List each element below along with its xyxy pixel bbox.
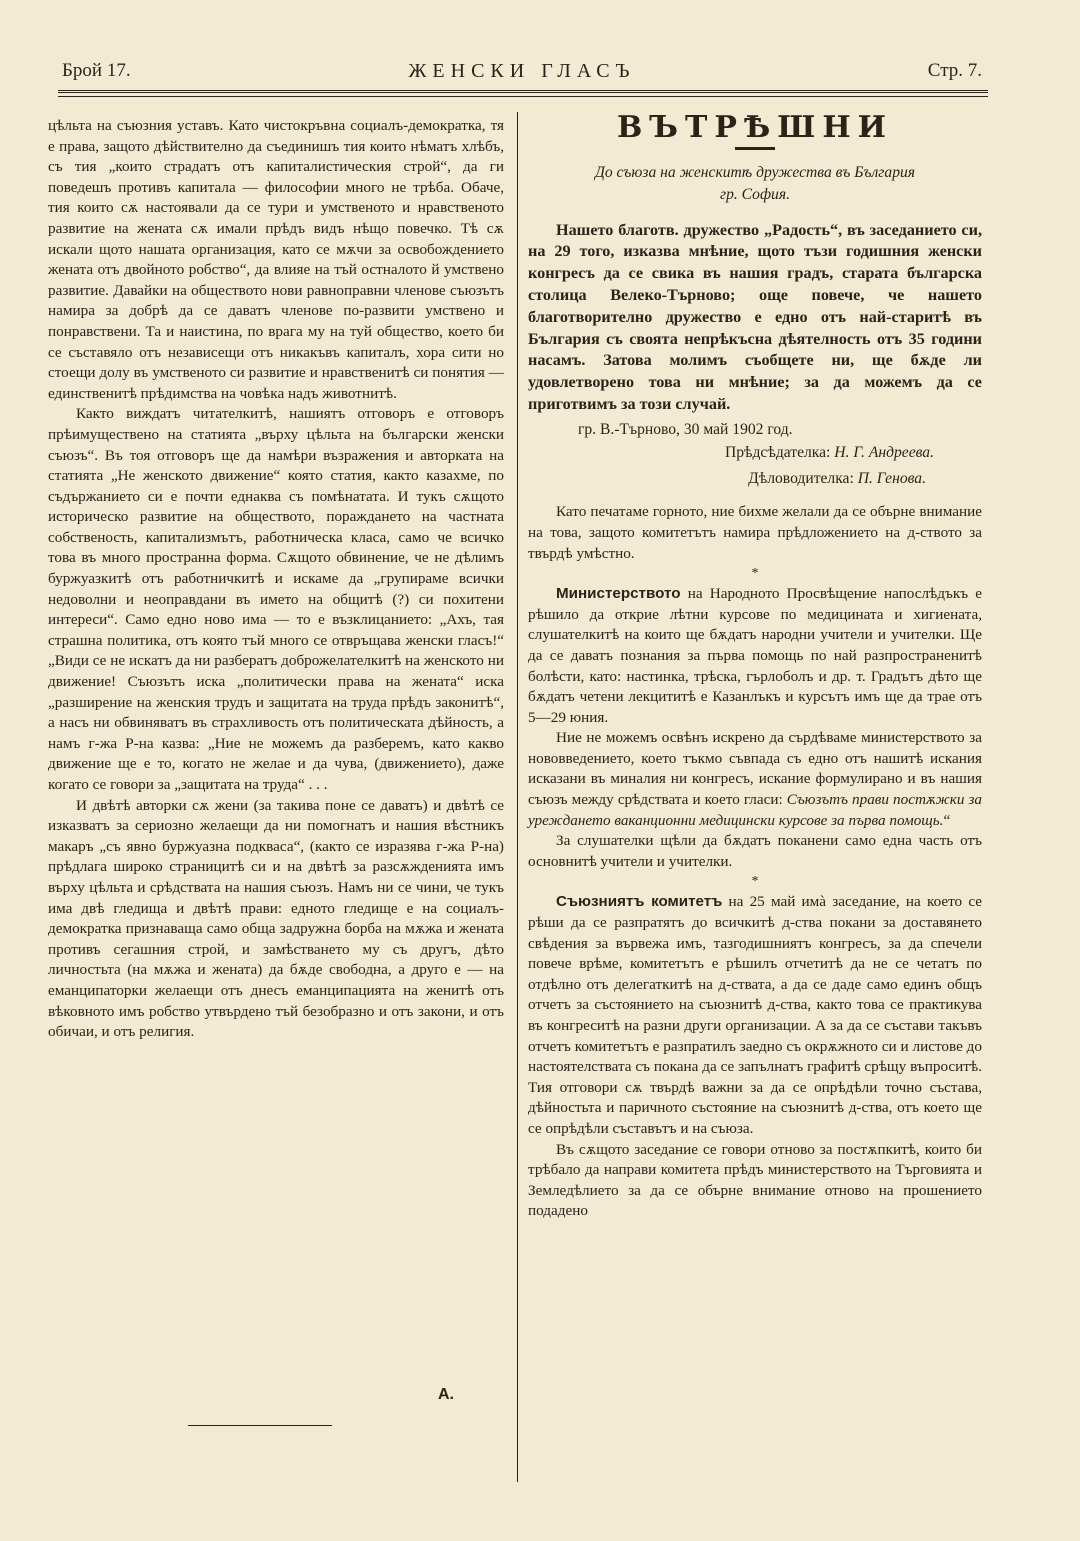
committee-lead: Съюзниятъ комитетъ — [556, 893, 723, 911]
newspaper-title: ЖЕНСКИ ГЛАСЪ — [408, 60, 636, 82]
letter-chair — [528, 440, 982, 466]
ministry-paragraph — [528, 584, 982, 728]
editor-note: Като печатаме горното, ние бихме желали да се обърне внимание на това, защото комитетътъ намира прѣдложението на д-ството за твърдѣ умѣстно. — [528, 503, 982, 562]
letter-secretary — [528, 466, 982, 492]
section-title: ВЪТРѢШНИ — [616, 110, 894, 145]
letter-body-lead: Нашето благотв. дружество „Радость“, — [556, 220, 843, 239]
letter-body — [528, 220, 982, 416]
ministry-p2-end: “ — [943, 811, 951, 829]
ministry-lead: Министерството — [556, 585, 681, 603]
issue-number: Брой 17. — [62, 60, 131, 81]
committee-paragraph-2: Въ сѫщото заседание се говори отново за постѫпкитѣ, които би трѣбало да направи комитета прѣдъ министерството на Търговията и Земледѣлието за да се обърне внимание отново на прошението подадено — [528, 1140, 982, 1220]
title-divider — [735, 147, 775, 150]
header-rule-thin — [58, 96, 988, 97]
ministry-paragraph-3: За слушателки щѣли да бѫдатъ поканени само една часть отъ основнитѣ учители и учителки. — [528, 832, 982, 870]
ministry-paragraph-2 — [528, 728, 982, 831]
letter-body-text: въ заседанието си, на 29 того, изказва мнѣние, щото тъзи годишния женски конгресъ да се свика въ нашия градъ, старата българска столица Велеко-Търново; още повече, че нашето благотворително дружество е едно отъ най-старитѣ въ България съ своята непрѣкъсна дѣятелность отъ 35 години насамъ. Затова молимъ съобщете ни, ще бѫде ли удовлетворено това ни мнѣние; за да можемъ да се приготвимъ за този случай. — [528, 220, 982, 413]
letter-recipient: До съюза на женскитѣ дружества въ България — [594, 163, 916, 181]
ministry-p2-quote: Съюзътъ прави постѫжки за уреждането ваканционни медицински курсове за първа помощь. — [528, 791, 983, 829]
letter-place-date: гр. В.-Търново, 30 май 1902 год. — [578, 420, 793, 438]
left-paragraph-3: И двѣтѣ авторки сѫ жени (за такива поне се даватъ) и двѣтѣ се изказватъ за сериозно желаещи да ни помогнатъ и нашия вѣстникъ макаръ „съ явно буржуазна подкваса“, (както се изразява г-жа Р-на) прѣдлага широко страницитѣ си и на двѣтѣ за разсѫжденията имъ върху цѣльта и срѣдствата на нашия съюзъ. Намъ ни се чини, че тукъ има двѣ гледища и двѣтѣ прави: едното гледище е на социалъ-демократка признаваща само обща задружна борба на мѫжа и жената противъ сегашния строй, и замѣстването му съ другъ, дѣто личностьта (на мѫжа и жената) да бѫде свободна, а друго е — на еманципаторки желаещи отъ днесъ еманципацията на женитѣ отъ вѣковното имъ робство утвърдено тъй безобразно и отъ закони, и отъ обичаи, и отъ религия. — [48, 796, 504, 1041]
chair-name: Н. Г. Андреева. — [834, 444, 934, 462]
committee-paragraph — [528, 892, 982, 1139]
left-column — [48, 116, 504, 1043]
right-column — [528, 110, 983, 1222]
article-signature: А. — [438, 1386, 454, 1403]
left-paragraph-1: цѣльта на съюзния уставъ. Като чистокръвна социалъ-демократка, тя е права, защото дѣйствително да съединишъ тия които нѣматъ хлѣбъ, съ тия „които страдатъ отъ капиталистическия строй“, да ги поведешъ противъ капитала — философии много не трѣба. Обаче, тия които сѫ настоявали да се тури и умственото и нравственото развитие на жената сѫ имали прѣдъ видъ нѣщо повечко. Тѣ сѫ искали щото нашата организация, като се мѫчи за освобождението жената отъ двойното робство“, да влияе на тъй остналото й умствено развитие. Давайки на обществото нови равноправни членове съюзътъ намира за добрѣ да се даватъ членове по-развити умствено и понравствени. Та и наистина, по врага му на туй общество, което би се съставяло отъ независещи отъ никакъвъ капиталъ, хора сити но стоещи долу въ умственото си развитие и нравственитѣ си понятия — единственитѣ прѣдимства на човѣка надъ животнитѣ. — [48, 117, 504, 402]
left-paragraph-2: Както виждатъ читателкитѣ, нашиятъ отговоръ е отговоръ прѣимуществено на статията „върху цѣльта на български женски съюзъ“. Въ тоя отговоръ ще да намѣри възражения и авторката на статията „Не женското движение“ която статия, както казахме, по съдържанието си е почти еднаква съ помѣнатата. И тукъ сѫщото историческо развитие на обществото, пораждането на частната собственость, капитализмътъ, работническа класа, само че всичко това въ много пространна форма. Сѫщото обвинение, че не дѣлимъ буржуазкитѣ отъ работничкитѣ и искаме да „групираме всички недоволни и неоправдани въ името на общитѣ (?) си похитени интереси“. Само едно ново има — то е възклицанието: „Ахъ, тая страшна политика, отъ която тъй много се отвръщава женски гласъ!“ „Види се не искатъ да ни разбератъ доброжелателкитѣ на женското ни движение! Съюзътъ иска „политически права на жената“ иска „разширение на женския трудъ и защитата на труда прѣдъ законитѣ“, а насъ ни обвиняватъ въ страхливость отъ политическата дѣйность, а намъ г-жа Р-на казва: „Ние не можемъ да разберемъ, като какво движение ще е то, когато не желае и да чува, (движението), даже когато се говори за „защитата на труда“ . . . — [48, 405, 504, 793]
page-header — [62, 60, 982, 86]
article-end-rule — [188, 1425, 332, 1426]
separator-star-1: * — [751, 566, 759, 582]
secretary-label: Дѣловодителка: — [748, 470, 854, 488]
ministry-text: на Народното Просвѣщение напослѣдъкъ е рѣшило да открие лѣтни курсове по медицината и хигиената, слушателкитѣ на които ще бѫдатъ народни учители и учителки. Ще да се даватъ познания за първа помощь по най разпространенитѣ болѣсти, като: настинка, трѣска, гърлоболъ и др. т. Градътъ дѣто ще бѫдатъ четени лекцититѣ е Казанлъкъ и курсътъ имъ ще да трае отъ 5—29 юния. — [528, 585, 982, 726]
column-divider — [517, 112, 518, 1482]
separator-star-2: * — [751, 874, 759, 890]
chair-label: Прѣдсѣдателка: — [724, 444, 831, 462]
committee-text: на 25 май имà заседание, на което се рѣши да се разпратятъ до всичкитѣ д-ства покани за доставянето свѣдения за вървежа имъ, тазгодишниятъ конгресъ, за да спечели повече врѣме, комитетътъ е рѣшилъ отчетитѣ да не се четатъ по отдѣлно отъ делегаткитѣ на д-ствата, а да се даде само единъ общъ отчетъ за състоянието на съюзнитѣ д-ства, както това се практикува въ конгреситѣ на разни други организации. А за да се състави такъвъ отчетъ комитетътъ е разпратилъ заедно съ окрѫжното си и листове до настоятелствата съ покана да се запълнатъ графитѣ срѣщу въпроситѣ. Тия отговори сѫ твърдѣ важни за да се опрѣдѣли точно състава, дѣйностьта и паричното състояние на съюзнитѣ д-ства, отъ което ще се опрѣдѣли съставътъ и на съюза. — [528, 893, 982, 1137]
letter-city: гр. София. — [720, 185, 790, 203]
ministry-p2-text: Ние не можемъ освѣнъ искрено да сърдѣваме министерството за нововведението, което тъкмо съвпада съ едно отъ нашитѣ искания исказани въ миналия ни конгресъ, искание формулирано и въ нашия съюзъ между срѣдствата и което гласи: — [528, 729, 982, 809]
page-number: Стр. 7. — [927, 60, 982, 81]
secretary-name: П. Генова. — [857, 470, 926, 488]
